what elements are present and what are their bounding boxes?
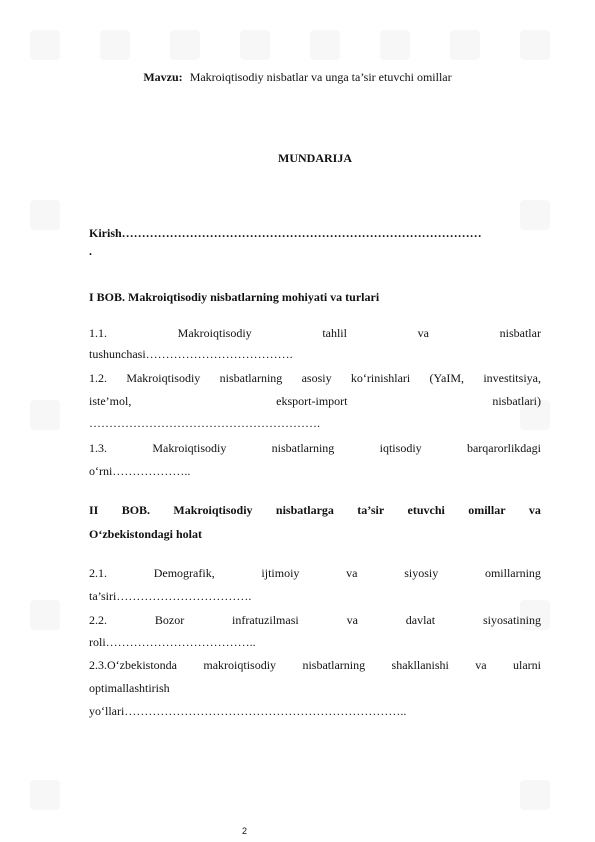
- word: nisbatlari): [492, 394, 541, 408]
- word: nisbatlarning: [302, 658, 366, 672]
- word: barqarorlikdagi: [466, 441, 541, 455]
- word: nisbatlar: [499, 326, 541, 340]
- word: va: [417, 326, 429, 340]
- toc-section-1-3: [89, 440, 541, 456]
- word: infratuzilmasi: [232, 613, 299, 627]
- word: tahlil: [322, 326, 347, 340]
- toc-intro-text: Kirish………………………………………………………………………………: [89, 226, 482, 240]
- contents-heading: MUNDARIJA: [278, 151, 352, 165]
- word: Bozor: [154, 613, 185, 627]
- word: eksport-import: [276, 394, 348, 408]
- word: 2.2.: [89, 613, 107, 627]
- toc-section-2-3-line2: optimallashtirish: [89, 681, 170, 695]
- word: omillarning: [484, 566, 541, 580]
- word: etuvchi: [407, 503, 445, 517]
- toc-section-2-2-leader: roli………………………………..: [89, 635, 256, 649]
- word: davlat: [405, 613, 436, 627]
- word: II: [89, 503, 99, 517]
- word: nisbatlarning: [271, 441, 335, 455]
- topic-title: Makroiqtisodiy nisbatlar va unga ta’sir etuvchi omillar: [189, 70, 452, 84]
- word: 2.1.: [89, 566, 107, 580]
- toc-section-1-1-leader: tushunchasi……………………………….: [89, 347, 293, 361]
- word: ko‘rinishlari: [350, 371, 411, 385]
- word: nisbatlarga: [275, 503, 334, 517]
- word: makroiqtisodiy: [203, 658, 277, 672]
- toc-section-2-3: [89, 657, 541, 673]
- word: iqtisodiy: [379, 441, 422, 455]
- word: 1.2.: [89, 371, 107, 385]
- word: 1.3.: [89, 441, 107, 455]
- topic-label: Mavzu:: [143, 70, 183, 84]
- word: 1.1.: [89, 326, 107, 340]
- word: 2.3.O‘zbekistonda: [89, 658, 177, 672]
- toc-chapter2-title: [89, 502, 541, 518]
- toc-section-1-2-leader: ………………………………………………….: [89, 416, 320, 430]
- word: va: [475, 658, 487, 672]
- toc-chapter2-title-line2: O‘zbekistondagi holat: [89, 527, 203, 541]
- word: Makroiqtisodiy: [173, 503, 253, 517]
- toc-chapter1-title: I BOB. Makroiqtisodiy nisbatlarning mohiyati va turlari: [89, 290, 380, 304]
- word: Makroiqtisodiy: [152, 441, 227, 455]
- word: Makroiqtisodiy: [177, 326, 252, 340]
- word: ularni: [513, 658, 541, 672]
- word: siyosiy: [404, 566, 439, 580]
- page-number: 2: [242, 826, 248, 836]
- word: siyosatining: [482, 613, 541, 627]
- word: nisbatlarning: [219, 371, 283, 385]
- toc-section-1-2: [89, 370, 541, 386]
- toc-section-1-2-line2: [89, 393, 541, 409]
- word: investitsiya,: [483, 371, 541, 385]
- toc-section-1-3-leader: o‘rni………………..: [89, 464, 191, 478]
- toc-section-2-2: [89, 612, 541, 628]
- toc-section-2-1: [89, 565, 541, 581]
- word: asosiy: [301, 371, 332, 385]
- word: Demografik,: [153, 566, 215, 580]
- toc-intro-tail: .: [89, 244, 92, 258]
- word: (YaIM,: [429, 371, 464, 385]
- word: BOB.: [121, 503, 151, 517]
- word: ta’sir: [357, 503, 385, 517]
- word: ijtimoiy: [261, 566, 300, 580]
- word: Makroiqtisodiy: [126, 371, 201, 385]
- word: va: [346, 613, 358, 627]
- toc-section-2-3-leader: yo‘llari……………………………………………………………..: [89, 704, 407, 718]
- word: va: [346, 566, 358, 580]
- toc-section-2-1-leader: ta’siri…………………………….: [89, 589, 252, 603]
- word: shakllanishi: [391, 658, 449, 672]
- word: va: [528, 503, 541, 517]
- toc-intro: [89, 225, 541, 241]
- toc-section-1-1: [89, 325, 541, 341]
- word: iste’mol,: [89, 394, 132, 408]
- topic-line: [0, 70, 595, 85]
- word: omillar: [468, 503, 506, 517]
